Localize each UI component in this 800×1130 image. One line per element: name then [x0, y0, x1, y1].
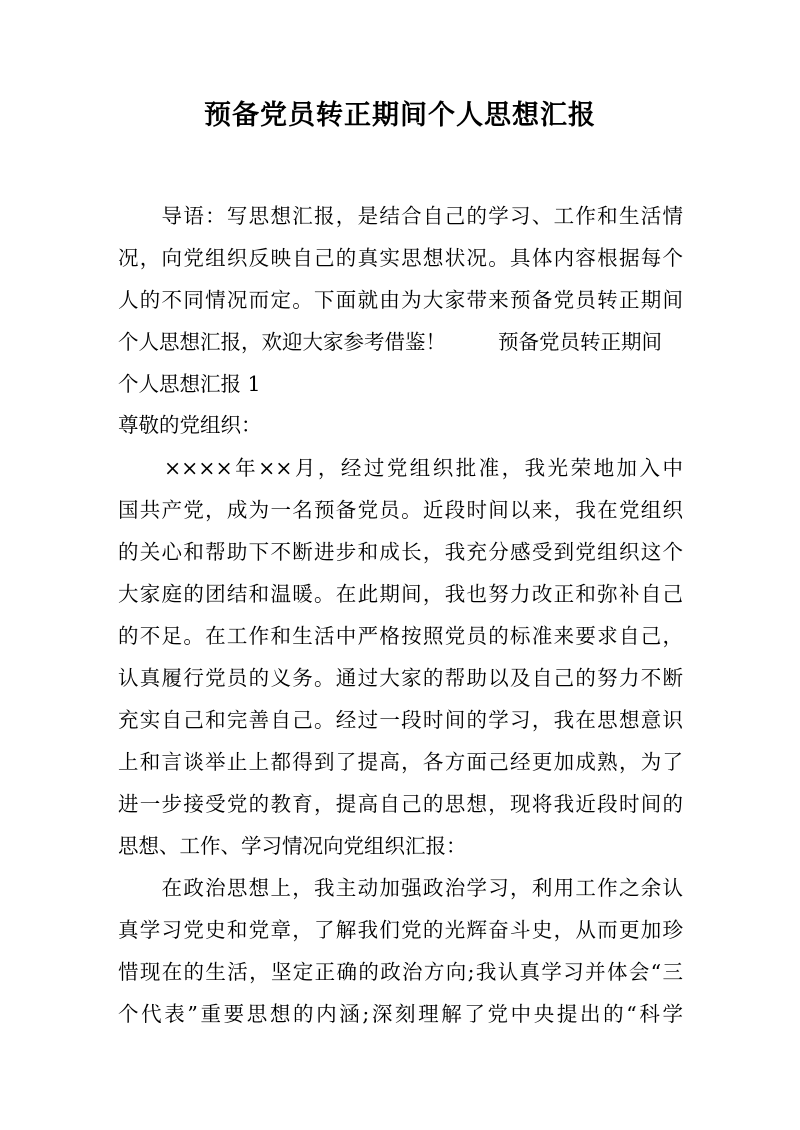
intro-line-1: 导语：写思想汇报，是结合自己的学习、工作和生活情 [118, 204, 683, 228]
paragraph-2-line: 在政治思想上，我主动加强政治学习，利用工作之余认 [118, 876, 683, 900]
document-title: 预备党员转正期间个人思想汇报 [204, 100, 596, 131]
paragraph-1-line: ××××年××月，经过党组织批准，我光荣地加入中 [118, 456, 683, 480]
paragraph-1-line: 的关心和帮助下不断进步和成长，我充分感受到党组织这个 [118, 540, 683, 564]
intro-line-5: 个人思想汇报 1 [118, 372, 261, 396]
paragraph-1-line: 大家庭的团结和温暖。在此期间，我也努力改正和弥补自己 [118, 582, 683, 606]
paragraph-1-line: 充实自己和完善自己。经过一段时间的学习，我在思想意识 [118, 708, 683, 732]
paragraph-1-line: 国共产党，成为一名预备党员。近段时间以来，我在党组织 [118, 498, 683, 522]
intro-line-4 [118, 327, 662, 357]
intro-line-3: 人的不同情况而定。下面就由为大家带来预备党员转正期间 [118, 288, 683, 312]
paragraph-1-line: 思想、工作、学习情况向党组织汇报： [118, 834, 467, 858]
paragraph-1-line: 进一步接受党的教育，提高自己的思想，现将我近段时间的 [118, 792, 683, 816]
paragraph-1-line: 上和言谈举止上都得到了提高，各方面己经更加成熟，为了 [118, 750, 683, 774]
paragraph-2-line: 惜现在的生活，坚定正确的政治方向;我认真学习并体会“三 [118, 960, 683, 984]
salutation: 尊敬的党组织： [118, 413, 262, 437]
intro-line-4-part-1: 个人思想汇报，欢迎大家参考借鉴！ [118, 330, 446, 354]
intro-line-2: 况，向党组织反映自己的真实思想状况。具体内容根据每个 [118, 246, 683, 270]
paragraph-1-line: 认真履行党员的义务。通过大家的帮助以及自己的努力不断 [118, 666, 683, 690]
paragraph-2-line: 个代表”重要思想的内涵;深刻理解了党中央提出的“科学 [118, 1002, 683, 1026]
intro-line-4-part-2: 预备党员转正期间 [498, 330, 662, 354]
paragraph-1-line: 的不足。在工作和生活中严格按照党员的标准来要求自己， [118, 624, 683, 648]
paragraph-2-line: 真学习党史和党章，了解我们党的光辉奋斗史，从而更加珍 [118, 918, 683, 942]
